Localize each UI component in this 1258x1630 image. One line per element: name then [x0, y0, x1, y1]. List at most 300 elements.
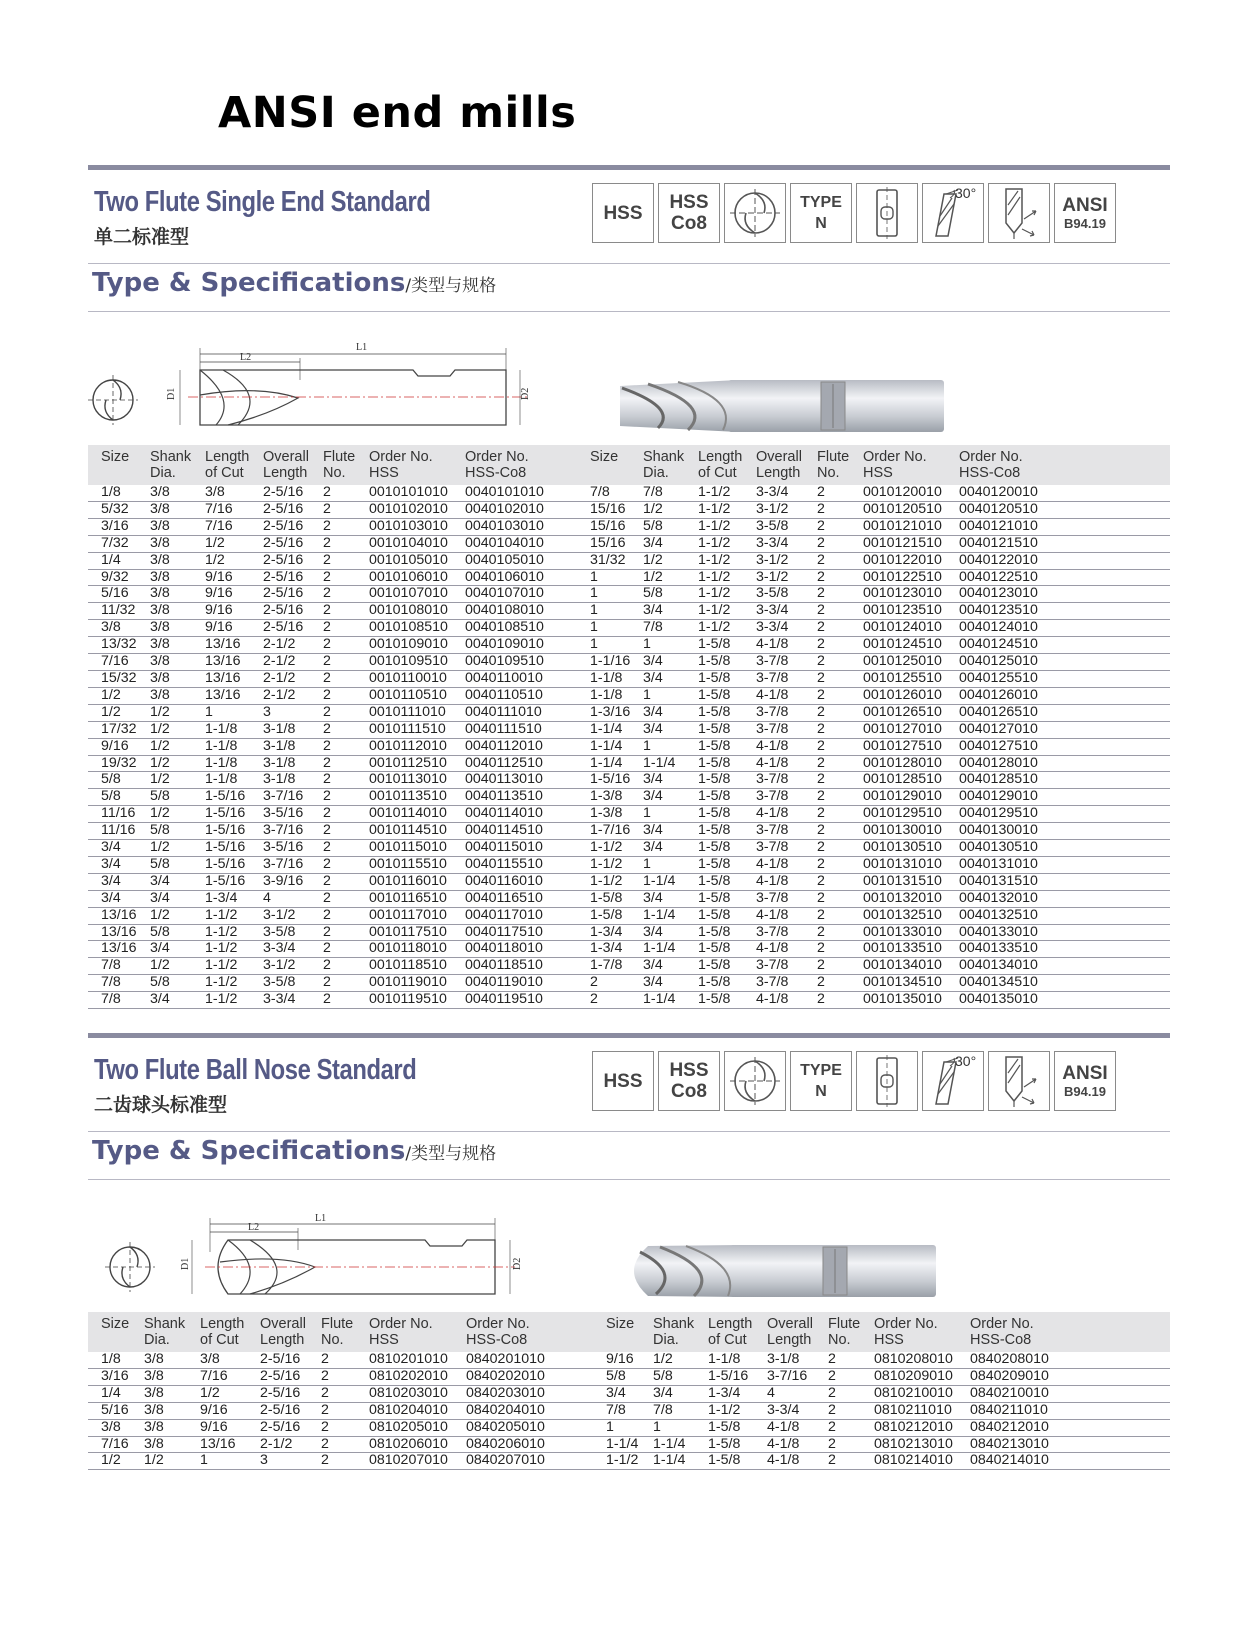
table-cell: 5/32 — [88, 501, 137, 518]
table-cell: 1-1/8 — [192, 772, 250, 789]
table-cell: 0040110510 — [452, 687, 577, 704]
table-cell: 13/16 — [192, 637, 250, 654]
table-cell: 2 — [310, 603, 356, 620]
table-cell: 0040130510 — [946, 840, 1170, 857]
column-header: Size — [593, 1312, 640, 1352]
table-cell: 1-1/2 — [685, 569, 743, 586]
table-cell: 0840206010 — [453, 1436, 593, 1453]
table-cell: 3-7/16 — [250, 823, 310, 840]
table-cell: 1-1/2 — [685, 603, 743, 620]
table-cell: 4-1/8 — [743, 755, 804, 772]
table-cell: 3/4 — [630, 890, 685, 907]
table-cell: 0040127510 — [946, 738, 1170, 755]
table-row — [88, 1453, 1170, 1470]
table-cell: 2-1/2 — [250, 670, 310, 687]
table-cell: 0010104010 — [356, 535, 452, 552]
table-cell: 7/16 — [192, 501, 250, 518]
table-row — [88, 1385, 1170, 1402]
table-cell: 13/32 — [88, 637, 137, 654]
table-cell: 1-3/16 — [577, 704, 630, 721]
table-cell: 0040120010 — [946, 485, 1170, 501]
column-header: Order No. HSS — [861, 1312, 957, 1352]
table-cell: 1-1/8 — [192, 738, 250, 755]
table-cell: 1-1/8 — [695, 1352, 754, 1368]
table-cell: 1-1/8 — [577, 687, 630, 704]
column-header: Flute No. — [310, 445, 356, 485]
table-cell: 3-7/16 — [250, 789, 310, 806]
table-cell: 3-7/8 — [743, 704, 804, 721]
table-cell: 3-1/8 — [250, 772, 310, 789]
table-row — [88, 1419, 1170, 1436]
table-cell: 3/4 — [630, 840, 685, 857]
table-cell: 2 — [804, 687, 850, 704]
table-cell: 0840209010 — [957, 1368, 1170, 1385]
table-cell: 1-5/8 — [685, 721, 743, 738]
table-cell: 2 — [310, 501, 356, 518]
table-cell: 0040124010 — [946, 620, 1170, 637]
table-cell: 7/8 — [88, 975, 137, 992]
table-cell: 0040115510 — [452, 856, 577, 873]
table-row — [88, 755, 1170, 772]
table-cell: 3-3/4 — [250, 992, 310, 1009]
table-cell: 2 — [815, 1453, 861, 1470]
table-cell: 3/4 — [88, 840, 137, 857]
table-row — [88, 1368, 1170, 1385]
table-cell: 2 — [804, 840, 850, 857]
table-cell: 3-3/4 — [250, 941, 310, 958]
divider-line — [88, 311, 1170, 312]
table-cell: 2 — [804, 738, 850, 755]
table-cell: 2 — [310, 586, 356, 603]
table-cell: 0010129010 — [850, 789, 946, 806]
table-cell: 0040116010 — [452, 873, 577, 890]
table-cell: 3/4 — [88, 873, 137, 890]
table-cell: 0010110010 — [356, 670, 452, 687]
table-cell: 13/16 — [192, 654, 250, 671]
table-cell: 0010121010 — [850, 518, 946, 535]
table-cell: 3-3/4 — [743, 620, 804, 637]
table-cell: 1-1/4 — [577, 738, 630, 755]
table-cell: 0040123510 — [946, 603, 1170, 620]
table-cell: 0040134010 — [946, 958, 1170, 975]
table-cell: 3-7/8 — [743, 840, 804, 857]
table-cell: 0040127010 — [946, 721, 1170, 738]
hss-badge: HSS — [592, 1051, 654, 1111]
table-cell: 17/32 — [88, 721, 137, 738]
table-cell: 1/2 — [88, 704, 137, 721]
table-row — [88, 603, 1170, 620]
table-cell: 0040135010 — [946, 992, 1170, 1009]
table-cell: 2 — [804, 518, 850, 535]
table-cell: 2 — [804, 806, 850, 823]
table-cell: 3/8 — [131, 1385, 187, 1402]
divider-line — [88, 1131, 1170, 1132]
table-cell: 3/4 — [630, 958, 685, 975]
table-cell: 1 — [577, 603, 630, 620]
table-cell: 1-5/8 — [685, 907, 743, 924]
column-header: Shank Dia. — [137, 445, 192, 485]
table-cell: 2-5/16 — [250, 535, 310, 552]
table-cell: 0040123010 — [946, 586, 1170, 603]
table-cell: 2 — [310, 687, 356, 704]
table-cell: 2-5/16 — [247, 1352, 308, 1368]
table-cell: 3-3/4 — [743, 485, 804, 501]
table-cell: 1 — [630, 687, 685, 704]
table-cell: 0010125510 — [850, 670, 946, 687]
table-cell: 13/16 — [88, 924, 137, 941]
table-cell: 3-7/8 — [743, 975, 804, 992]
table-cell: 0810201010 — [356, 1352, 453, 1368]
table-cell: 0010118010 — [356, 941, 452, 958]
table-cell: 0040112010 — [452, 738, 577, 755]
table-cell: 1-5/8 — [577, 890, 630, 907]
table-cell: 0040111510 — [452, 721, 577, 738]
table-cell: 5/8 — [630, 518, 685, 535]
table-cell: 0040111010 — [452, 704, 577, 721]
table-cell: 1-1/2 — [192, 992, 250, 1009]
table-cell: 0010134510 — [850, 975, 946, 992]
table-cell: 2 — [308, 1368, 356, 1385]
table-cell: 1-5/16 — [192, 856, 250, 873]
table-cell: 3/4 — [630, 704, 685, 721]
table-row — [88, 704, 1170, 721]
table-cell: 2-5/16 — [250, 603, 310, 620]
table-cell: 2 — [308, 1352, 356, 1368]
table-cell: 3-1/8 — [250, 721, 310, 738]
table-cell: 0010116010 — [356, 873, 452, 890]
table-cell: 3/4 — [630, 603, 685, 620]
table-cell: 1-1/2 — [577, 873, 630, 890]
table-cell: 7/16 — [88, 654, 137, 671]
table-cell: 1-1/2 — [685, 586, 743, 603]
table-cell: 3/4 — [137, 873, 192, 890]
table-cell: 2 — [310, 873, 356, 890]
table-cell: 3/4 — [630, 772, 685, 789]
table-cell: 1-5/8 — [685, 873, 743, 890]
l2-label: L2 — [248, 1222, 260, 1233]
spec-table-ball-nose — [88, 1312, 1170, 1470]
table-cell: 1 — [630, 738, 685, 755]
table-cell: 0040114010 — [452, 806, 577, 823]
table-cell: 1-5/16 — [192, 806, 250, 823]
table-cell: 15/32 — [88, 670, 137, 687]
table-cell: 9/16 — [88, 738, 137, 755]
table-cell: 1/2 — [88, 1453, 131, 1470]
table-cell: 0010101010 — [356, 485, 452, 501]
table-cell: 15/16 — [577, 518, 630, 535]
table-cell: 0840210010 — [957, 1385, 1170, 1402]
flute-profile-icon — [724, 1051, 786, 1111]
table-cell: 1-1/2 — [685, 518, 743, 535]
ansi-badge: ANSI B94.19 — [1054, 183, 1116, 243]
table-cell: 3/4 — [630, 975, 685, 992]
flute-profile-icon — [724, 183, 786, 243]
table-cell: 2 — [310, 654, 356, 671]
table-cell: 2 — [804, 535, 850, 552]
table-cell: 0840202010 — [453, 1368, 593, 1385]
ball-nose-technical-drawing — [100, 1212, 540, 1312]
table-cell: 3-1/8 — [754, 1352, 815, 1368]
helix-angle-label: 30° — [955, 185, 977, 201]
helix-angle-icon — [922, 1051, 984, 1111]
table-cell: 3-7/8 — [743, 654, 804, 671]
table-cell: 15/16 — [577, 535, 630, 552]
table-cell: 1-1/2 — [685, 552, 743, 569]
column-header: Order No. HSS — [356, 1312, 453, 1352]
table-cell: 0010130010 — [850, 823, 946, 840]
table-cell: 0010120010 — [850, 485, 946, 501]
table-cell: 0840203010 — [453, 1385, 593, 1402]
table-cell: 0040122510 — [946, 569, 1170, 586]
table-cell: 5/8 — [137, 975, 192, 992]
table-cell: 0040121010 — [946, 518, 1170, 535]
table-cell: 5/8 — [88, 789, 137, 806]
table-cell: 1 — [630, 856, 685, 873]
table-cell: 1/2 — [137, 721, 192, 738]
table-cell: 1/2 — [630, 569, 685, 586]
hss-badge: HSS — [592, 183, 654, 243]
table-cell: 1-5/8 — [695, 1453, 754, 1470]
table-cell: 2 — [310, 924, 356, 941]
table-cell: 2 — [804, 569, 850, 586]
column-header: Order No. HSS — [850, 445, 946, 485]
table-cell: 0040126010 — [946, 687, 1170, 704]
table-cell: 2-5/16 — [247, 1402, 308, 1419]
table-cell: 3-7/8 — [743, 890, 804, 907]
column-header: Order No. HSS-Co8 — [453, 1312, 593, 1352]
table-cell: 0040125510 — [946, 670, 1170, 687]
table-cell: 1-1/4 — [630, 907, 685, 924]
table-cell: 1/2 — [137, 755, 192, 772]
divider-line — [88, 263, 1170, 264]
table-cell: 1 — [577, 569, 630, 586]
table-cell: 2 — [308, 1436, 356, 1453]
table-cell: 2 — [310, 620, 356, 637]
table-cell: 0040129510 — [946, 806, 1170, 823]
column-header: Flute No. — [815, 1312, 861, 1352]
table-cell: 1-5/8 — [685, 738, 743, 755]
column-header: Size — [88, 1312, 131, 1352]
table-row — [88, 654, 1170, 671]
table-cell: 13/16 — [192, 687, 250, 704]
table-cell: 0040126510 — [946, 704, 1170, 721]
type-n-badge: TYPE N — [790, 1051, 852, 1111]
table-cell: 1-1/16 — [577, 654, 630, 671]
table-cell: 11/32 — [88, 603, 137, 620]
table-cell: 3-7/8 — [743, 789, 804, 806]
table-cell: 0010109510 — [356, 654, 452, 671]
table-cell: 2 — [310, 535, 356, 552]
table-cell: 1-5/8 — [685, 840, 743, 857]
table-cell: 1-5/8 — [685, 670, 743, 687]
table-cell: 2 — [577, 975, 630, 992]
section-subtitle: 二齿球头标准型 — [94, 1094, 228, 1116]
table-cell: 3/4 — [593, 1385, 640, 1402]
table-cell: 2 — [310, 975, 356, 992]
table-header-row — [88, 445, 1170, 485]
column-header: Length of Cut — [192, 445, 250, 485]
table-cell: 0840212010 — [957, 1419, 1170, 1436]
d2-label: D2 — [512, 1257, 523, 1270]
table-cell: 0010118510 — [356, 958, 452, 975]
table-cell: 1/4 — [88, 1385, 131, 1402]
table-cell: 2 — [310, 721, 356, 738]
column-header: Shank Dia. — [131, 1312, 187, 1352]
column-header: Length of Cut — [685, 445, 743, 485]
table-row — [88, 907, 1170, 924]
end-mill-technical-drawing — [88, 340, 558, 440]
table-cell: 0040110010 — [452, 670, 577, 687]
table-cell: 7/16 — [192, 518, 250, 535]
table-cell: 4-1/8 — [743, 907, 804, 924]
section-divider-bar — [88, 1033, 1170, 1038]
table-cell: 0810207010 — [356, 1453, 453, 1470]
table-cell: 0010117510 — [356, 924, 452, 941]
table-cell: 1-5/8 — [695, 1436, 754, 1453]
table-cell: 5/8 — [137, 924, 192, 941]
table-cell: 2 — [804, 924, 850, 941]
table-cell: 1-1/8 — [192, 755, 250, 772]
table-cell: 1/2 — [131, 1453, 187, 1470]
table-cell: 0010109010 — [356, 637, 452, 654]
page-title: ANSI end mills — [218, 88, 577, 138]
table-cell: 1-1/2 — [192, 975, 250, 992]
table-cell: 2 — [310, 789, 356, 806]
table-cell: 1-5/16 — [192, 873, 250, 890]
table-cell: 3-1/2 — [250, 958, 310, 975]
table-cell: 2 — [310, 569, 356, 586]
table-cell: 2-5/16 — [250, 620, 310, 637]
table-cell: 1-3/4 — [577, 941, 630, 958]
table-cell: 2-1/2 — [250, 654, 310, 671]
table-cell: 0840213010 — [957, 1436, 1170, 1453]
table-cell: 4-1/8 — [743, 806, 804, 823]
table-cell: 1-1/2 — [192, 907, 250, 924]
table-row — [88, 535, 1170, 552]
table-cell: 0810213010 — [861, 1436, 957, 1453]
table-cell: 9/16 — [192, 569, 250, 586]
table-cell: 1-3/4 — [695, 1385, 754, 1402]
table-cell: 3 — [247, 1453, 308, 1470]
table-cell: 0040109510 — [452, 654, 577, 671]
table-cell: 2 — [804, 890, 850, 907]
table-cell: 0010103010 — [356, 518, 452, 535]
column-header: Order No. HSS-Co8 — [452, 445, 577, 485]
table-cell: 2 — [804, 907, 850, 924]
table-cell: 0010135010 — [850, 992, 946, 1009]
table-cell: 0010106010 — [356, 569, 452, 586]
table-cell: 2 — [310, 823, 356, 840]
table-cell: 7/8 — [630, 620, 685, 637]
table-cell: 3-1/2 — [743, 552, 804, 569]
table-cell: 0010114510 — [356, 823, 452, 840]
table-cell: 0040134510 — [946, 975, 1170, 992]
table-cell: 0010119010 — [356, 975, 452, 992]
table-cell: 0840207010 — [453, 1453, 593, 1470]
table-cell: 3/4 — [630, 924, 685, 941]
table-cell: 0040117010 — [452, 907, 577, 924]
table-cell: 2 — [804, 789, 850, 806]
table-row — [88, 941, 1170, 958]
table-cell: 1-5/16 — [192, 840, 250, 857]
table-cell: 4-1/8 — [743, 856, 804, 873]
table-cell: 7/8 — [630, 485, 685, 501]
table-cell: 1-1/2 — [685, 535, 743, 552]
table-cell: 5/8 — [88, 772, 137, 789]
table-cell: 2-5/16 — [250, 518, 310, 535]
table-cell: 3/8 — [137, 501, 192, 518]
table-cell: 1-1/4 — [630, 873, 685, 890]
table-cell: 1-5/16 — [192, 789, 250, 806]
table-cell: 0010133010 — [850, 924, 946, 941]
table-cell: 0040124510 — [946, 637, 1170, 654]
table-cell: 0840214010 — [957, 1453, 1170, 1470]
table-cell: 0040108010 — [452, 603, 577, 620]
table-cell: 1-1/2 — [593, 1453, 640, 1470]
table-cell: 2 — [815, 1352, 861, 1368]
table-cell: 4-1/8 — [754, 1436, 815, 1453]
ball-nose-photo — [620, 1242, 940, 1300]
l1-label: L1 — [315, 1213, 327, 1224]
table-cell: 1/2 — [640, 1352, 695, 1368]
table-cell: 3-9/16 — [250, 873, 310, 890]
table-row — [88, 856, 1170, 873]
table-cell: 9/16 — [192, 620, 250, 637]
table-cell: 5/16 — [88, 1402, 131, 1419]
table-cell: 3/4 — [137, 941, 192, 958]
table-cell: 1-5/8 — [685, 890, 743, 907]
table-cell: 0040114510 — [452, 823, 577, 840]
table-cell: 1-5/8 — [695, 1419, 754, 1436]
table-cell: 15/16 — [577, 501, 630, 518]
table-cell: 1-1/4 — [630, 755, 685, 772]
table-cell: 3-7/8 — [743, 721, 804, 738]
table-cell: 0040113510 — [452, 789, 577, 806]
table-cell: 5/8 — [137, 789, 192, 806]
table-cell: 1-1/4 — [630, 941, 685, 958]
table-cell: 0840205010 — [453, 1419, 593, 1436]
table-row — [88, 1436, 1170, 1453]
table-cell: 0010123010 — [850, 586, 946, 603]
table-cell: 1 — [187, 1453, 247, 1470]
table-cell: 1-5/8 — [685, 772, 743, 789]
table-cell: 0010127510 — [850, 738, 946, 755]
table-cell: 3-1/8 — [250, 738, 310, 755]
table-cell: 0010108010 — [356, 603, 452, 620]
table-cell: 2 — [308, 1419, 356, 1436]
table-cell: 2 — [804, 941, 850, 958]
table-cell: 4-1/8 — [743, 873, 804, 890]
table-cell: 1-5/16 — [695, 1368, 754, 1385]
table-cell: 0010122510 — [850, 569, 946, 586]
table-cell: 1-1/4 — [593, 1436, 640, 1453]
table-cell: 1 — [640, 1419, 695, 1436]
type-n-badge: TYPE N — [790, 183, 852, 243]
table-cell: 1-5/8 — [685, 975, 743, 992]
table-cell: 5/8 — [137, 856, 192, 873]
table-cell: 2 — [310, 670, 356, 687]
table-cell: 5/8 — [640, 1368, 695, 1385]
column-header: Overall Length — [743, 445, 804, 485]
table-row — [88, 975, 1170, 992]
table-cell: 13/16 — [187, 1436, 247, 1453]
table-cell: 1/2 — [192, 552, 250, 569]
table-cell: 0840208010 — [957, 1352, 1170, 1368]
table-cell: 7/16 — [88, 1436, 131, 1453]
table-cell: 0040121510 — [946, 535, 1170, 552]
table-cell: 0810202010 — [356, 1368, 453, 1385]
table-cell: 1-5/16 — [577, 772, 630, 789]
